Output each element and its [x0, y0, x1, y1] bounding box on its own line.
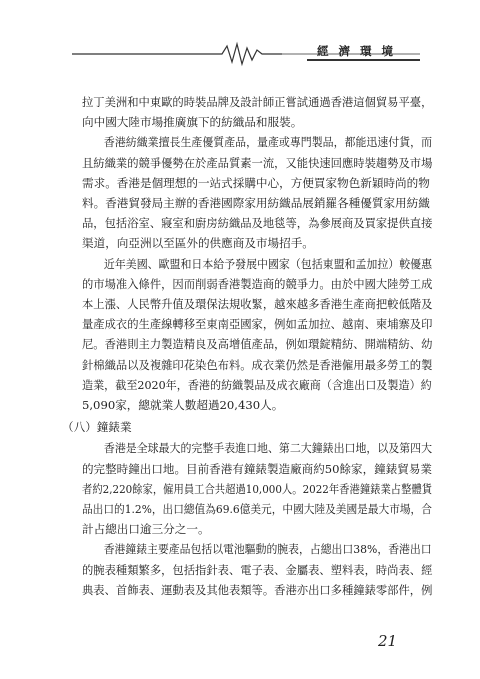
running-header: [72, 40, 420, 68]
paragraph: [82, 254, 433, 416]
text-line: 料。香港貿發局主辦的香港國際家用紡織品展銷羅各種優質家用紡織: [82, 196, 430, 211]
body-text: [62, 92, 433, 600]
text-line: 香港紡織業擅長生產優質產品，量產或專門製品，都能迅速付貨，而: [82, 135, 433, 150]
text-line: 的腕表種類繁多，包括指針表、電子表、金屬表、塑料表，時尚表、經: [82, 562, 433, 577]
text-line: 5,090家，總就業人數超過20,430人。: [82, 398, 284, 413]
text-line: 品出口的1.2%，出口總值為69.6億美元，中國大陸及美國是最大市場，合: [82, 502, 432, 517]
text-line: 渠道，向亞洲以至區外的供應商及市場招手。: [82, 236, 314, 251]
paragraph: [82, 539, 433, 600]
text-line: 需求。香港是個理想的一站式採購中心，方便買家物色新穎時尚的物: [82, 175, 430, 190]
text-line: 香港鐘錶主要產品包括以電池驅動的腕表，占總出口38%，香港出口: [82, 542, 432, 557]
text-line: 尼。香港則主力製造精良及高增值產品，例如環錠精紡、開端精紡、幼: [82, 337, 433, 352]
paragraph: [82, 438, 433, 539]
text-line: 典表、首飾表、運動表及其他表類等。香港亦出口多種鐘錶零部件，例: [82, 582, 433, 597]
header-title: 經濟環境: [317, 44, 403, 58]
text-line: 向中國大陸市場推廣旗下的紡織品和服裝。: [82, 115, 303, 130]
paragraph: [82, 92, 433, 132]
text-line: 針棉織品以及複雜印花染色布料。成衣業仍然是香港僱用最多勞工的製: [82, 357, 433, 372]
text-line: 香港是全球最大的完整手表進口地、第二大鐘錶出口地，以及第四大: [82, 441, 433, 456]
page-number: 21: [378, 632, 398, 650]
paragraph: [82, 132, 433, 253]
text-line: 者約2,220餘家，僱用員工合共超過10,000人。2022年香港鐘錶業占整體貨: [82, 481, 433, 496]
text-line: 量產成衣的生產線轉移至東南亞國家，例如孟加拉、越南、柬埔寨及印: [82, 317, 433, 332]
text-line: 計占總出口逾三分之一。: [82, 522, 210, 537]
text-line: 近年美國、歐盟和日本給予發展中國家（包括東盟和孟加拉）較優惠: [82, 256, 433, 271]
text-line: 品，包括浴室、寢室和廚房紡織品及地毯等，為參展商及買家提供直接: [82, 216, 433, 231]
text-line: 本上漲、人民幣升值及環保法規收緊，越來越多香港生產商把較低階及: [82, 297, 433, 312]
text-line: 拉丁美洲和中東歐的時裝品牌及設計師正嘗試通過香港這個貿易平臺，: [82, 95, 433, 109]
text-line: 的市場准入條件，因而削弱香港製造商的競爭力。由於中國大陸勞工成: [82, 276, 433, 291]
text-line: 且紡織業的競爭優勢在於產品質素一流，又能快速回應時裝趨勢及市場: [82, 155, 433, 170]
text-line: 的完整時鐘出口地。目前香港有鐘錶製造廠商約50餘家，鐘錶貿易業: [82, 461, 432, 476]
section-heading: （八）鐘錶業: [62, 420, 132, 435]
text-line: 造業，截至2020年，香港的紡織製品及成衣廠商（含進出口及製造）約: [82, 377, 432, 392]
